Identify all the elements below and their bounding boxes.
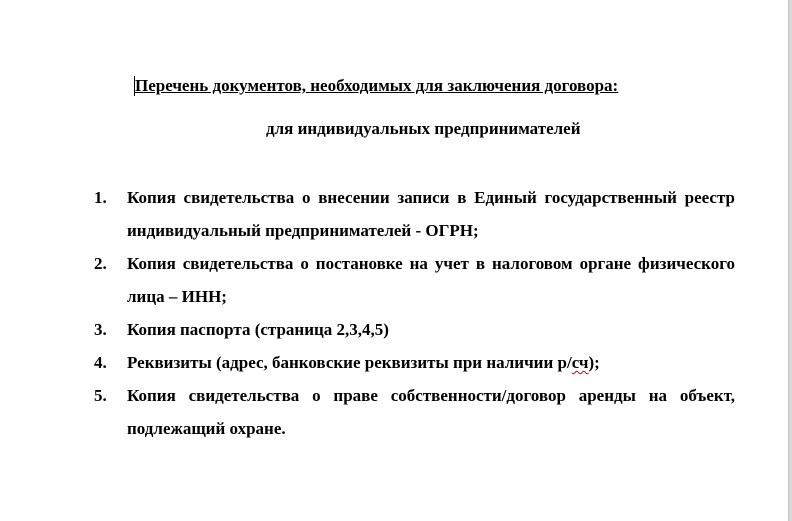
list-item-text: Копия свидетельства о внесении записи в Единый государственный реестр индивидуальный предпринимателей - ОГРН; <box>127 188 735 240</box>
list-item-text-end: ); <box>588 353 600 372</box>
list-item <box>92 181 735 247</box>
list-item <box>92 346 735 379</box>
list-item <box>92 313 735 346</box>
list-item-number: 3. <box>94 320 107 339</box>
list-item-text: Копия свидетельства о постановке на учет в налоговом органе физического лица – ИНН; <box>127 254 735 306</box>
list-item-text: Копия паспорта (страница 2,3,4,5) <box>127 320 389 339</box>
list-item-number: 4. <box>94 353 107 372</box>
spellcheck-flagged-word[interactable]: сч <box>571 353 589 372</box>
document-subtitle: для индивидуальных предпринимателей <box>266 119 581 138</box>
list-item-text: Копия свидетельства о праве собственности/договор аренды на объект, подлежащий охране. <box>127 386 735 438</box>
list-item-number: 2. <box>94 254 107 273</box>
page-edge <box>788 0 792 521</box>
document-list <box>92 181 735 445</box>
list-item-text-start: Реквизиты (адрес, банковские реквизиты при наличии р/ <box>127 353 572 372</box>
list-item <box>92 247 735 313</box>
list-item <box>92 379 735 445</box>
list-item-number: 5. <box>94 386 107 405</box>
list-item-number: 1. <box>94 188 107 207</box>
document-title: Перечень документов, необходимых для заключения договора: <box>135 76 619 95</box>
